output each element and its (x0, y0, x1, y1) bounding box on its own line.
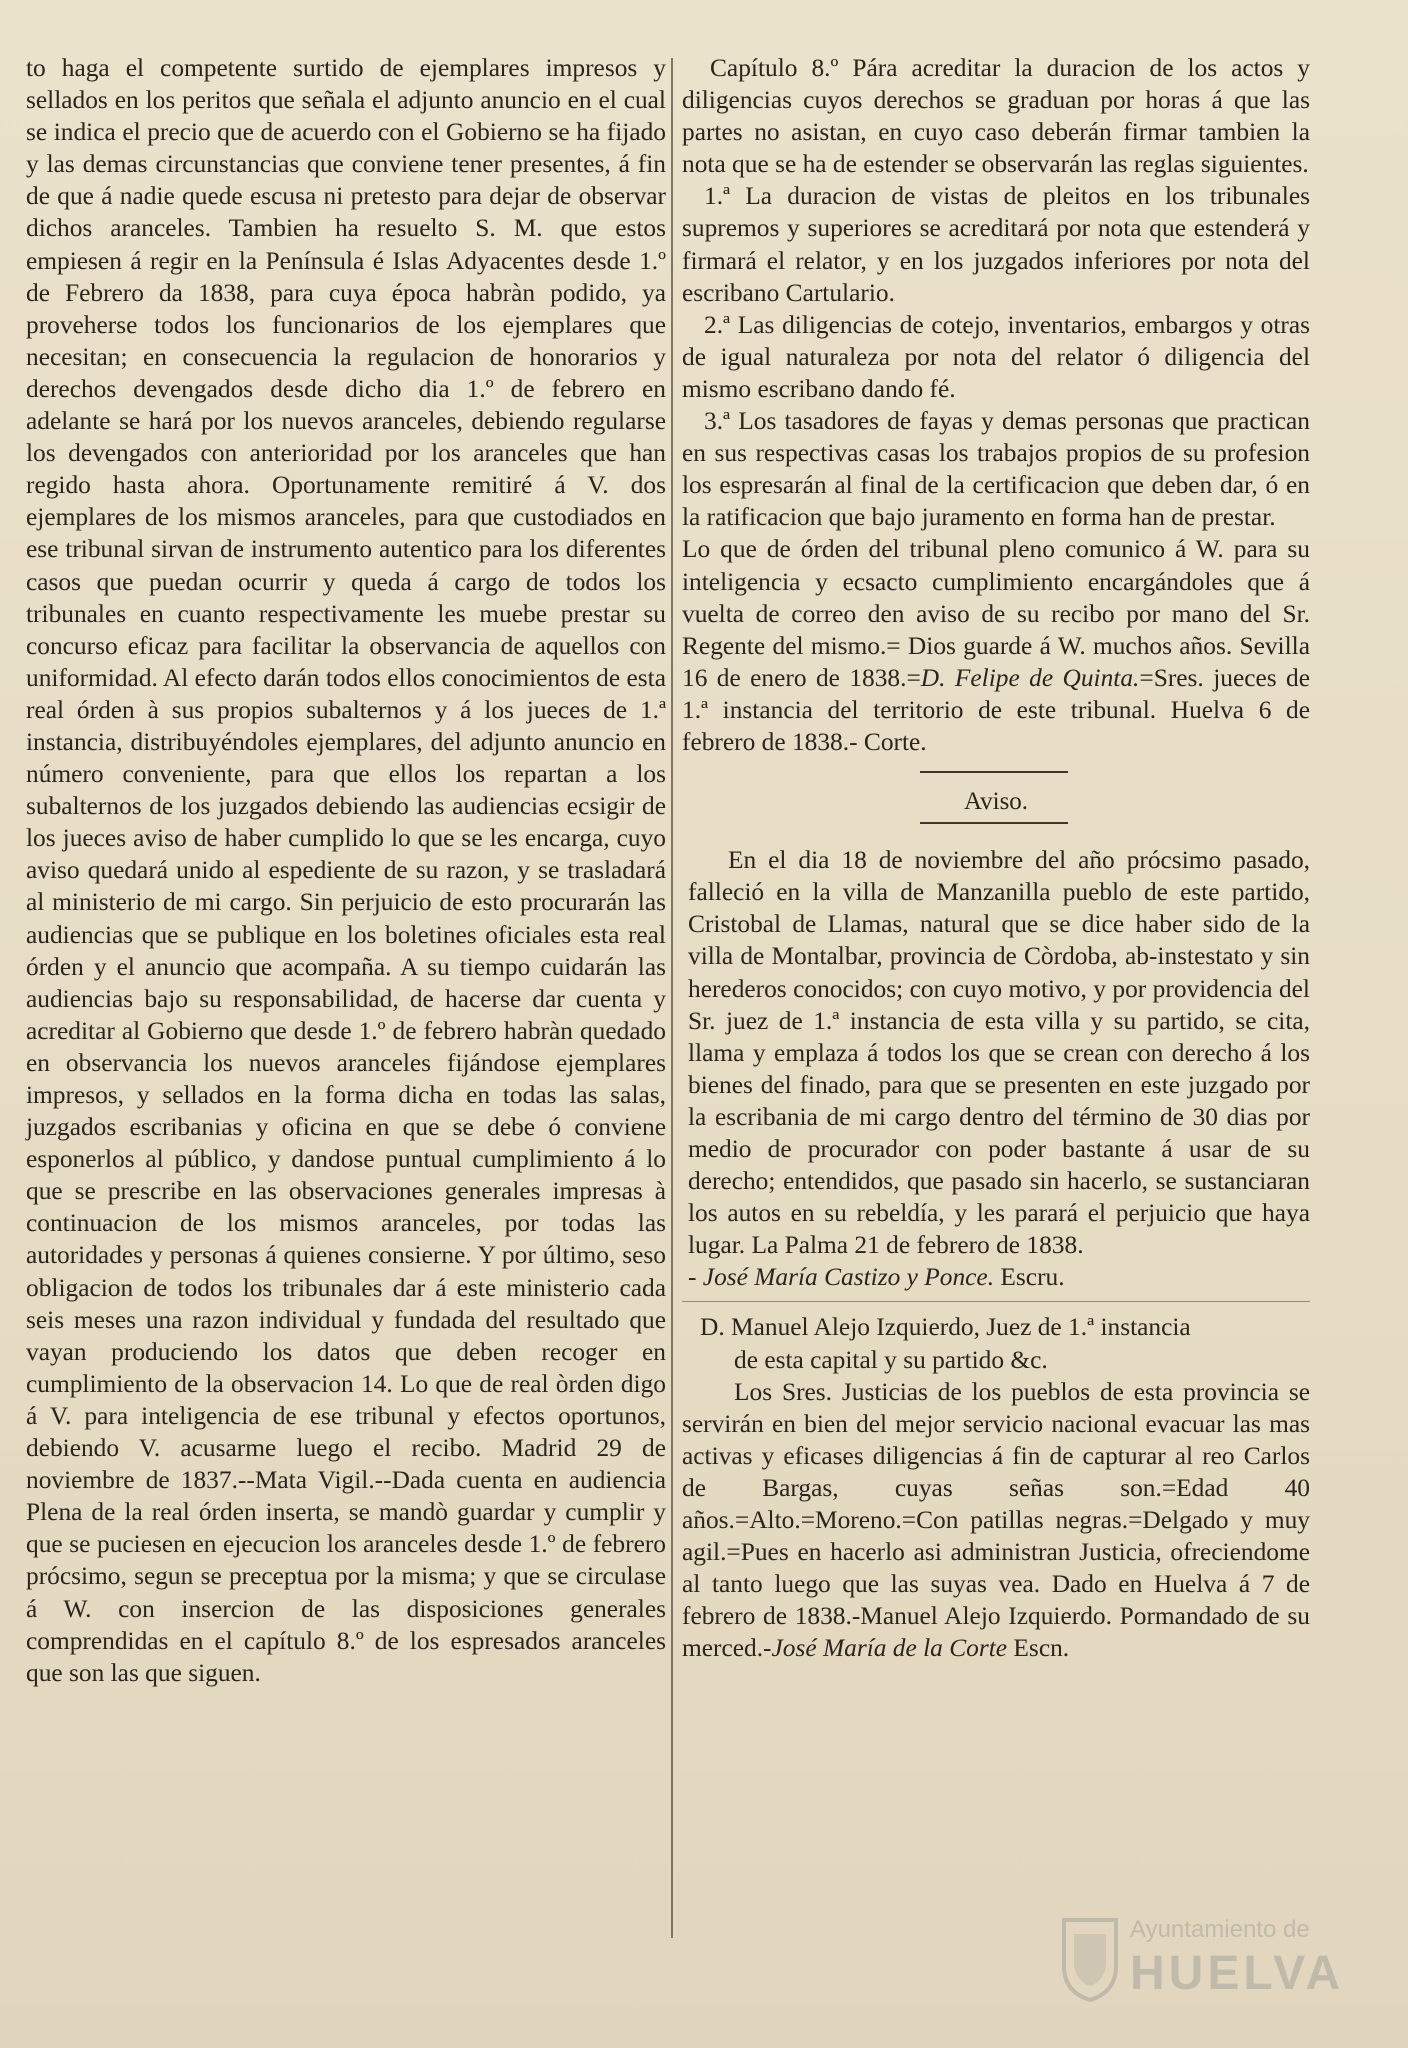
closing-paragraph (682, 533, 1310, 758)
edict-rule (682, 1293, 1310, 1311)
aviso-rule-bottom (682, 818, 1310, 844)
edict-heading-2: de esta capital y su partido &c. (734, 1345, 1048, 1374)
left-column (26, 52, 666, 1689)
watermark-line-2: HUELVA (1130, 1947, 1345, 2000)
edict-heading: D. Manuel Alejo Izquierdo, Juez de 1.ª instancia (700, 1313, 1191, 1342)
rule-3: 3.ª Los tasadores de fayas y demas personas que practican en sus respectivas casas los trabajos propios de su profesion los espresarán al final de la certificacion que deben dar, ó en la ratificacion que bajo juramento en forma han de prestar. (682, 407, 1310, 532)
closing-tail: =Sres. jueces de 1.ª instancia del territorio de este tribunal. Huelva 6 de febrero de 1838.- Corte. (682, 663, 1310, 756)
aviso-title: Aviso. (963, 788, 1029, 816)
edict-sig-tail: Escn. (1013, 1634, 1070, 1663)
closing-signature: D. Felipe de Quinta. (920, 663, 1140, 692)
watermark-line-1: Ayuntamiento de (1130, 1916, 1310, 1943)
edict-text (682, 1376, 1310, 1665)
right-column (682, 52, 1310, 1665)
aviso-rule-top (682, 758, 1310, 786)
chapter-8-heading: Capítulo 8.º Pára acreditar la duracion de los actos y diligencias cuyos derechos se graduan por horas á que las partes no asistan, en cuyo caso deberán firmar tambien la nota que se ha de estender se observarán las reglas siguientes. (682, 54, 1310, 179)
aviso-signature: - José María Castizo y Ponce. (688, 1263, 995, 1292)
left-column-text: to haga el competente surtido de ejemplares impresos y sellados en los peritos que señala el adjunto anuncio en el cual se indica el precio que de acuerdo con el Gobierno se ha fijado y las demas circunstancias que conviene tener presentes, á fin de que á nadie quede escusa ni pretesto para dejar de observar dichos aranceles. Tambien ha resuelto S. M. que estos empiesen á regir en la Península é Islas Adyacentes desde 1.º de Febrero da 1838, para cuya época habràn podido, ya proveherse todos los funcionarios de los ejemplares que necesitan; en consecuencia la regulacion de honorarios y derechos devengados desde dicho dia 1.º de febrero en adelante se hará por los nuevos aranceles, debiendo regularse los devengados con anterioridad por los aranceles que han regido hasta ahora. Oportunamente remitiré á V. dos ejemplares de los mismos aranceles, para que custodiados en ese tribunal sirvan de instrumento autentico para los diferentes casos que puedan ocurrir y queda á cargo de todos los tribunales en cuanto respectivamente les muebe prestar su concurso eficaz para facilitar la observancia de aquellos con uniformidad. Al efecto darán todos ellos conocimientos de esta real órden à sus propios subalternos y á los jueces de 1.ª instancia, distribuyéndoles ejemplares, del adjunto anuncio en número conveniente, para que ellos los repartan a los subalternos de los juzgados debiendo las audiencias ecsigir de los jueces aviso de haber cumplido lo que se les encarga, cuyo aviso quedará unido al espediente de su razon, y se trasladará al ministerio de mi cargo. Sin perjuicio de esto procurarán las audiencias que se publique en los boletines oficiales esta real órden y el anuncio que acompaña. A su tiempo cuidarán las audiencias bajo su responsabilidad, de hacerse dar cuenta y acreditar al Gobierno que desde 1.º de febrero habràn quedado en observancia los nuevos aranceles fijándose ejemplares impresos, y sellados en la forma dicha en todas las salas, juzgados escribanias y oficina en que se debe ó conviene esponerlos al público, y dandose puntual cumplimiento á lo que se prescribe en las observaciones generales impresas à continuacion de los mismos aranceles, por todas las autoridades y personas á quienes consierne. Y por último, seso obligacion de todos los tribunales dar á este ministerio cada seis meses una razon individual y fundada del resultado que vayan produciendo los datos que deben recoger en cumplimiento de la observacion 14. Lo que de real òrden digo á V. para inteligencia de ese tribunal y efectos oportunos, debiendo V. acusarme luego el recibo. Madrid 29 de noviembre de 1837.--Mata Vigil.--Dada cuenta en audiencia Plena de la real órden inserta, se mandò guardar y cumplir y que se puciesen en ejecucion los aranceles desde 1.º de febrero prócsimo, segun se preceptua por la misma; y que se circulase á W. con insercion de las disposiciones generales comprendidas en el capítulo 8.º de los espresados aranceles que son las que siguen. (26, 54, 666, 1687)
coat-of-arms-icon (1060, 1916, 1120, 2002)
aviso-sig-tail: Escru. (1000, 1263, 1065, 1292)
aviso-text (682, 844, 1310, 1293)
column-divider (671, 58, 673, 1938)
rule-1: 1.ª La duracion de vistas de pleitos en los tribunales supremos y superiores se acreditará por nota que estenderá y firmará el relator, y en los juzgados inferiores por nota del escribano Cartulario. (682, 182, 1310, 307)
aviso-body-text: En el dia 18 de noviembre del año prócsimo pasado, falleció en la villa de Manzanilla pueblo de este partido, Cristobal de Llamas, natural que se dice haber sido de la villa de Montalbar, provincia de Còrdoba, ab-instestato y sin herederos conocidos; con cuyo motivo, y por providencia del Sr. juez de 1.ª instancia de esta villa y su partido, se cita, llama y emplaza á todos los que se crean con derecho á los bienes del finado, para que se presenten en este juzgado por la escribania de mi cargo dentro del término de 30 dias por medio de procurador con poder bastante á usar de su derecho; entendidos, que pasado sin hacerlo, se sustanciaran los autos en su rebeldía, y les parará el perjuicio que haya lugar. La Palma 21 de febrero de 1838. (688, 846, 1310, 1260)
edict-body-text: Los Sres. Justicias de los pueblos de esta provincia se servirán en bien del mejor servicio nacional evacuar las mas activas y eficases diligencias á fin de capturar al reo Carlos de Bargas, cuyas señas son.=Edad 40 años.=Alto.=Moreno.=Con patillas negras.=Delgado y muy agil.=Pues en hacerlo asi administran Justicia, ofreciendome al tanto luego que las suyas vea. Dado en Huelva á 7 de febrero de 1838.-Manuel Alejo Izquierdo. Pormandado de su merced.- (682, 1377, 1310, 1663)
edict-signature: José María de la Corte (771, 1634, 1008, 1663)
closing-text: Lo que de órden del tribunal pleno comunico á W. para su inteligencia y ecsacto cumplimiento encargándoles que á vuelta de correo den aviso de su recibo por mano del Sr. Regente del mismo.= Dios guarde á W. muchos años. Sevilla 16 de enero de 1838.= (682, 535, 1310, 692)
archive-watermark (1060, 1908, 1345, 2018)
rule-2: 2.ª Las diligencias de cotejo, inventarios, embargos y otras de igual naturaleza por nota del relator ó diligencia del mismo escribano dando fé. (682, 310, 1310, 403)
